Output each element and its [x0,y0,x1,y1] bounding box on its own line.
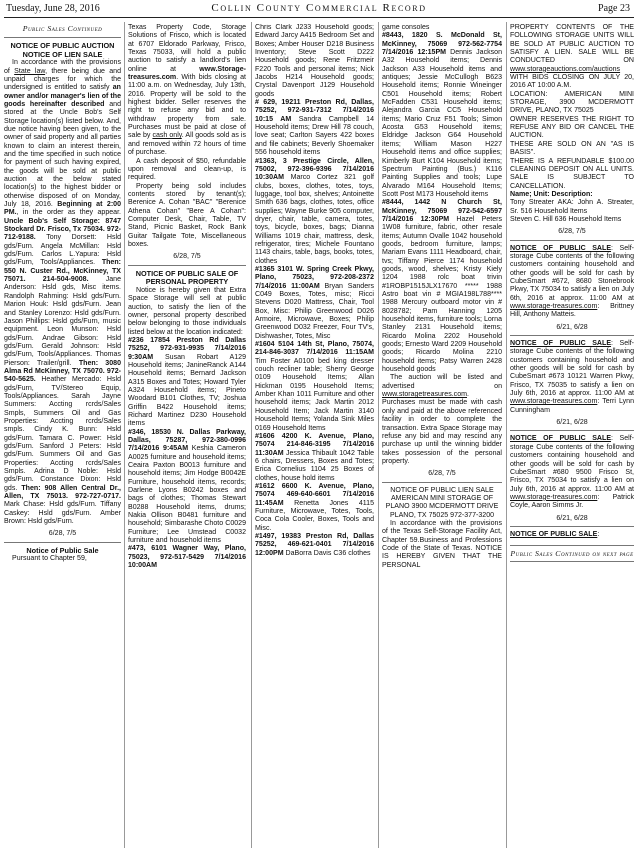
run-dates: 6/21, 6/28 [556,419,588,427]
notice-body: NOTICE OF PUBLIC SALE: Self-storage Cube contents of the following customers containing household and other goods will be sold for cash by CubeSmart #680 9500 Frisco St, Frisco, TX 75034 to satisfy a lien on July 6th, 2016 at approx. 11:00 AM at www.storage-treasures.com: Patrick Coyle, Aaron Simms Jr. [510,435,634,510]
page-header [0,0,638,20]
location-entry: #1365 3101 W. Spring Creek Pkwy, Plano, 75023, 972-208-2372 7/14/2016 11:00AM Bryan Sanders C049 Boxes, Totes, misc; Ricci Stevens D020 Mattress, Chair, Tool Box, Misc: Philip Greenwood D026 Armoire, Microwave, Boxes; Philip Greenwood D032 Freezer, Four TV's, Dishwasher, Totes, Misc [255,265,374,340]
column-divider [378,22,379,848]
notice-title: NOTICE OF PUBLIC LIEN SALE AMERICAN MINI STORAGE OF PLANO 3900 MCDERMOTT DRIVE PLANO, TX 75025 972-377-3200 [385,486,499,519]
notice-body: game consoles [382,24,430,31]
column-2 [128,24,246,848]
divider [382,482,502,483]
divider [128,265,246,266]
notice-body: In accordance with the provisions of State law, there being due and unpaid charges for which the undersigned is entitled to satisfy an owner and/or manager's lien of the goods hereinafter described and stored at the Uncle Bob's Self Storage location(s) listed below. And, due notice having been given, to the owner of said property and all parties known to claim an interest therein, and the time specified in such notice for payment of such having expired, the goods will be sold at public auction at the below stated location(s) to the highest bidder or otherwise disposed of on Monday, July 18, 2016. Beginning at 2:00 PM., in the order as they appear. Uncle Bob's Self Storage: 8747 Stockard Dr. Frisco, Tx 75034. 972-712-9188. Tony Dorsett: Hsld gds/Furn. Angela McMillan: Hsld gds/Furn. Carlos L.Yapura: Hsld gds/Furn, Tools/Appliances. Then: 550 N. Custer Rd., McKinney, TX 75071. 214-504-9008. Jane Anderson: Hsld gds, Misc items. Randolph Rahming: Hsld gds/Furn. Marion Houk: Hsld gds/Furn. Jean and Stanley Lorenzo: Hsld gds/Furn. Jason Phillips: Hsld gds/Furn, music equipment. Leon Munson: Hsld gds/Furn. Andrae Gibson: Hsld gds/Furn. Gerald Johnson: Hsld gds/Furn, Tools/Appliances. Thomas Pierson: Trailer/grill. Then: 3080 Alma Rd McKinney, TX 75070. 972-540-5625. Heather Mercado: Hsld gds/Furn, TV/Stereo Equip, Tools/Appliances. Sarah Jayne Summers: Accting rcrds/Sales Smpls, Summers Oil and Gas Properties: Accting rcrds/Sales smpls. Cindy K. Bunn: Hsld gds/Furn. Tamara C. Power: Hsld gds/Furn. Sanford J Peters: Hsld gds/Furn. Summers Oil and Gas Properties: Accting rcrds/Sales Smpls. Adrina D Noble: Hsld gds/Furn. Constance Dixon: Hsld gds. Then: 908 Allen Central Dr., Allen, TX 75013. 972-727-0717. Mark Chase: Hsld gds/Furn. Tiffany Caskey: Hsld gds/Furn. Amber Brown: Hsld gds/Furn. [4,59,121,526]
run-dates: 6/28, 7/5 [173,253,201,261]
divider [510,335,634,336]
location-entry: #1497, 19383 Preston Rd, Dallas 75252, 469-621-0401 7/14/2016 12:00PM DaBorra Davis C36 clothes [255,532,374,557]
column-1 [4,24,121,848]
notice-body: Tony Streater AKA: John A. Streater, Sr. 516 Household Items [510,199,634,215]
column-divider [251,22,252,848]
location-entry: #346, 18530 N. Dallas Parkway, Dallas, 75287, 972-380-0996 7/14/2016 9:45AM Keshia Cameron A0025 furniture and household items; Ceaira Paxton B0013 furniture and household items; Jim Hodge B0042E Furniture, household items, records; Darlene Lyons B0242 boxes and bags of clothes; Thomas Stewart B0288 Household items, drums; Nakia Ollison B0481 furniture and household; Simbarashe Choto C0029 Furniture; Lee Umstead C0032 furniture and household items [128,428,246,545]
notice-body: Notice is hereby given that Extra Space Storage will sell at public auction, to satisfy the lien of the owner, personal property described below belonging to those individuals listed below at the location indicated: [128,286,246,336]
notice-body: THESE ARE SOLD ON AN "AS IS BASIS". [510,140,634,157]
auction-website-link[interactable]: www.storage-treasures.com [510,493,598,501]
location-entry: #1606 4200 K. Avenue, Plano, 75074 214-846-3195 7/14/2016 11:30AM Jessica Thibault 1042 Table 6 chairs, Dressers, Boxes and Totes; Erica Cornelius 1104 25 Boxes of clothes, house hold items [255,432,374,482]
notice-body: Property being sold includes contents stored by tenant(s); Berenice A. Cohan "BAC" "Berenice Athena Cohan" "Bere A Cohan": Computer Desk, Chair, Table, TV Stand, Picnic Basket, Rock Bank Guitar Tailgate Tote, Miscellaneous boxes. [128,182,246,248]
notice-body: OWNER RESERVES THE RIGHT TO REFUSE ANY BID OR CANCEL THE AUCTION. [510,115,634,140]
notice-body: NOTICE OF PUBLIC SALE: Self-storage Cube contents of the following customers containing household and other goods will be sold for cash by CubeSmart #672, 8680 Stonebrook Pkwy, TX 75034 to satisfy a lien on July 6th, 2016 at approx. 11:00 AM at www.storage-treasures.com: Brittney Hill, Anthony Matteis. [510,244,634,319]
location-entry: #8443, 1820 S. McDonald St, McKinney, 75069 972-562-7754 7/14/2016 12:15PM Dennis Jackson A32 Household items; Dennis Jackson A33 Household items and antiques; Jessie McCullogh B623 Household items; Ronnie Wineinger C501 Household items; Robert McFadden C531 Household items; Alejandra Garcia CC5 Household items; Mario Cruz F51 Tools; Simon Acosta G53 Household items; Eldridge Jackson G64 Household items; William Mason H227 Household items and office supplies; Kimberly Burt K104 Household items; Spectrum Painting (Bus.) K116 Painting Supplies and tools; Lupe Alvarado M164 Household Items; Scott Post M173 Household items [382,32,502,198]
notice-body: The auction will be listed and advertised on www.storagetreasures.com. Purchases must be made with cash only and paid at the above referenced facility in order to complete the transaction. Extra Space Storage may refuse any bid and may rescind any purchase up until the winning bidder takes possession of the personal property. [382,374,502,465]
notice-title: NOTICE OF PUBLIC SALE OF PERSONAL PROPERTY [135,268,239,287]
continued-footer: Public Sales Continued on next page [510,545,634,562]
divider [4,542,121,543]
column-divider [506,22,507,848]
notice-body: PROPERTY CONTENTS OF THE FOLLOWING STORAGE UNITS WILL BE SOLD AT PUBLIC AUCTION TO SATISFY A LIEN. SALE WILL BE CONDUCTED ON www.storageauctions.com/auctions WITH BIDS CLOSING ON JULY 20, 2016 AT 10:00 A.M. [510,24,634,90]
newspaper-title: Collin County Commercial Record [211,2,427,14]
notice-body: Pursuant to Chapter 59, [12,555,87,563]
header-rule [4,17,634,18]
auction-website-link[interactable]: www.storage-treasures.com [510,303,598,310]
run-dates: 6/28, 7/5 [558,228,586,236]
location-entry: #8444, 1442 N Church St, McKinney, 75069 972-542-6597 7/14/2016 12:30PM Hazel Peters 1W08 furniture, fabric, other resale items; Autumn Ovalle 1042 household goods, bedroom furniture, lamps; Mariam Evans 1111 Headboard, chair, tvs; Tiffany Pierce 1174 household goods, wood, shelves; Kristy Kiely 1204 1988 rolc boat trivin #1ROBP1515JLX17670 ***** 1988 Astro boat vin # MGIA198L788**** 1988 Mercury outboard motor vin # 8028782; Pam Hanning 1205 household items, furniture tools; Lorna Stanley 2131 Household items; Ricardo Molina 2202 Household goods; Ernesto Ward 2209 Household goods; Ricardo Molina 2210 household items; Patsy Warren 2428 household goods [382,199,502,374]
notice-body: Name; Unit: Description: [510,190,593,198]
notice-body: Chris Clark J233 Household goods; Edward Jarcy A415 Bedroom Set and Boxes; Amber Houser D218 Business Inventory; Steve Scott D222 Household goods; Rene Fritzmeir F220 Tools and personal items; Nick Jacobs H214 Household goods; Crystal Davenport J129 Household goods [255,24,374,98]
column-5 [510,24,634,848]
page-number: Page 23 [598,3,630,14]
notice-body: LOCATION: AMERICAN MINI STORAGE, 3900 MCDERMOTT DRIVE, PLANO, TX 75025 [510,90,634,115]
column-divider [124,22,125,848]
notice-body: Texas Property Code, Storage Solutions of Frisco, which is located at 6707 Eldorado Parkway, Frisco, Texas 75033, will hold a public auction to satisfy a landlord's lien online at www.Storage-treasures.com. With bids closing at 11:00 a.m. on Wednesday, July 13th, 2016. Property will be sold to the highest bidder. Seller reserves the right to refuse any bid and to withdraw property from sale. Purchases must be paid at close of sale by cash only. All goods sold as is and removed within 72 hours of time of purchase. [128,24,246,157]
divider [510,430,634,431]
notice-title: NOTICE OF PUBLIC AUCTION NOTICE OF LIEN SALE [10,41,115,59]
notice-body: THERE IS A REFUNDABLE $100.00 CLEANING DEPOSIT ON ALL UNITS. SALE IS SUBJECT TO CANCELLATION. [510,157,634,190]
divider [510,240,634,241]
column-4 [382,24,502,848]
issue-date: Tuesday, June 28, 2016 [6,3,100,14]
run-dates: 6/21, 6/28 [556,323,588,331]
section-heading: Public Sales Continued [4,24,121,38]
notice-body: Steven C. Hill 636 Household Items [510,215,622,223]
run-dates: 6/21, 6/28 [556,514,588,522]
notice-body: A cash deposit of $50, refundable upon removal and clean-up, is required. [128,157,246,182]
location-entry: #1612 6600 K. Avenue, Plano, 75074 469-640-6601 7/14/2016 11:45AM Renetta Jones 4115 Furniture, Microwave, Totes, Tools, Coca Cola Cooler, Boxes, Tools and Misc. [255,482,374,532]
auction-website-link[interactable]: www.storagetreasures.com [382,391,467,399]
notice-body: In accordance with the provisions of the Texas Self-Storage Facility Act, Chapter 59.Business and Professions Code of the State of Texas. NOTICE IS HEREBY GIVEN THAT THE PERSONAL [382,519,502,569]
auction-website-link[interactable]: www.storage-treasures.com [510,398,598,406]
notice-body: NOTICE OF PUBLIC SALE: Self-storage Cube contents of the following customers containing household and other goods will be sold for cash by CubeSmart #673 10121 Warren Pkwy, Frisco, TX 75035 to satisfy a lien on July 6th, 2016 at approx. 11:00 AM at www.storage-treasures.com: Terri Lynn Cunningham [510,340,634,414]
location-entry: #1363, 3 Prestige Circle, Allen, 75002, 972-396-9396 7/14/2016 10:30AM Marco Cortez 321 golf clubs, boxes, clothes, totes, toys, luggage, tool box, shelves; Antoinette Smith 636 bags, clothes, totes, office supplies; Wayne Burke 905 computer, dryer, chair, table, camera, totes, toys, bicycle, boxes, bags; Dianna Williams 1019 chair, mattress, desk, refrigerator, tires; Michele Fountano 1143 chairs, table, bags, books, totes, clothes [255,157,374,265]
notice-title: Notice of Public Sale [26,545,99,555]
notice-body: NOTICE OF PUBLIC SALE: [510,530,600,538]
location-entry: #473, 6101 Wagner Way, Plano, 75023, 972-517-5429 7/14/2016 10:00AM [128,545,246,570]
location-entry: #1604 5104 14th St, Plano, 75074, 214-846-3037 7/14/2016 11:15AM Tim Foster A0100 bed king dresser couch recliner table; Sherry George 0109 Household Items; Allan Hickman 0195 Household Items; Amber Khan 1011 Furniture and other household items; Jack Martin 2012 Household Item; Jack Martin 3140 Household Items; Yolanda Sink Miles 0169 Household Items [255,341,374,432]
run-dates: 6/28, 7/5 [48,530,77,538]
auction-website-link[interactable]: www.storageauctions.com/auctions [510,65,621,73]
run-dates: 6/28, 7/5 [428,470,456,478]
location-entry: # 629, 19211 Preston Rd, Dallas, 75252, 972-931-7312 7/14/2016 10:15 AM Sandra Campbell 14 Household items; Drew Hill 78 couch, love seat; Carlton Sayers 422 boxes and file cabinets; Beverly Shoemaker 556 household items [255,99,374,157]
divider [510,526,634,527]
column-3 [255,24,374,848]
location-entry: #236 17854 Preston Rd Dallas 75252, 972-931-9935 7/14/2016 9:30AM Susan Robart A129 Household items; JanineRanck A144 Household items; Bernard Jackson A315 Boxes and Totes; Howard Tyler A324 Household items; Pineto Woodard B101 Clothes, TV; Joshua Griffin B422 Household items; Richard Martinez D230 Household items [128,336,246,428]
